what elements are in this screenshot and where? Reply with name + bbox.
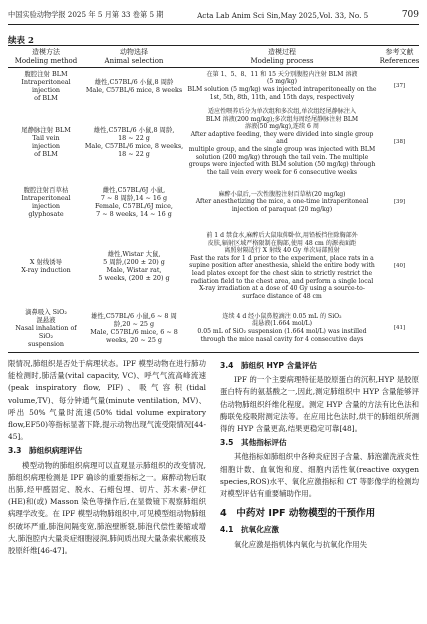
cell-method-line: Nasal inhalation of SiO₂: [15, 324, 77, 340]
body-paragraph: 氧化应激是指机体内氧化与抗氧化作用失: [234, 539, 368, 549]
table-row: [8, 70, 419, 102]
header-animal-selection: [84, 48, 184, 66]
cell-method-line: of BLM: [34, 94, 58, 102]
cell-animal-line: Female, C57BL/6J mice,: [95, 202, 173, 210]
section-heading: 4.1 抗氧化应激: [220, 525, 280, 535]
cell-method-line: Tail vein: [32, 134, 60, 143]
cell-method-line: 腹腔注射百草枯: [23, 186, 69, 194]
cell-animal-line: 7 ~ 8 weeks, 14 ~ 16 g: [96, 210, 172, 218]
table-header-row: [8, 46, 419, 68]
cell-reference: [380, 308, 419, 348]
cell-method-line: X 射线诱导: [29, 258, 63, 267]
header-modeling-method: [8, 48, 84, 66]
table-caption: 续表 2: [8, 36, 34, 46]
cell-method-line: injection: [31, 86, 61, 94]
cell-reference-line: [37]: [393, 83, 406, 89]
cell-reference-line: [41]: [393, 325, 406, 331]
cell-process: [184, 70, 380, 102]
cell-process-line: After adaptive feeding, they were divided into single group and: [190, 130, 374, 146]
cell-process-line: lead plates except for the chest skin to strictly restrict the: [191, 269, 373, 277]
section-heading: 3.3 肺组织病理评估: [8, 446, 83, 456]
header-cn: 参考文献: [385, 48, 414, 56]
cell-process-line: the tail vein every week for 6 consecutive weeks: [207, 168, 357, 176]
cell-process-line: 混悬液(1.664 mol/L): [252, 320, 312, 328]
cell-process-line: radiation field to the chest area, and perform a single local: [190, 277, 374, 285]
header-en: Modeling method: [14, 57, 78, 65]
cell-process-line: Fast the rats for 1 d prior to the experiment, place rats in a: [190, 254, 374, 262]
cell-animal-line: 雄性,C57BL/6 小鼠,6 ~ 8 周: [91, 312, 177, 320]
cell-method: [8, 232, 84, 300]
cell-process-line: (5 mg/kg): [267, 78, 297, 86]
cell-reference: [380, 108, 419, 176]
cell-animal-line: Male, C57BL/6 mice, 8 weeks: [85, 86, 183, 94]
cell-process-line: 麻醉小鼠后,一次性腹腔注射百草枯(20 mg/kg): [218, 190, 346, 198]
cell-animal-line: 18 ~ 22 g: [118, 134, 150, 143]
header-cn: 动物选择: [120, 48, 148, 56]
cell-method-line: 腹腔注射 BLM: [24, 70, 68, 78]
cell-reference: [380, 186, 419, 218]
journal-title-en: Acta Lab Anim Sci Sin,May 2025,Vol. 33, No. 5: [197, 10, 369, 20]
cell-process: [184, 186, 380, 218]
table-row: [8, 186, 419, 218]
table-row: [8, 108, 419, 176]
modeling-methods-table: [8, 46, 420, 348]
cell-process-line: 前 1 d 禁食水,麻醉后大鼠取仰卧位,用铅板挡住除胸部外: [206, 232, 358, 239]
cell-animal: [84, 70, 184, 102]
cell-method-line: Intraperitoneal: [21, 78, 71, 86]
cell-method-line: 尾静脉注射 BLM: [21, 126, 71, 135]
cell-process-line: injection of paraquat (20 mg/kg): [231, 205, 333, 213]
cell-process-line: multiple group, and the single group was injected with BLM: [188, 145, 376, 153]
cell-method-line: X-ray induction: [21, 266, 71, 275]
running-header: [8, 8, 419, 22]
cell-process-line: surface distance of 48 cm: [242, 292, 322, 300]
cell-process-line: 0.05 mL of SiO₂ suspension (1.664 mol/L) was instilled: [197, 328, 367, 335]
cell-process-line: BLM 溶液(200 mg/kg);多次组每周经尾静脉注射 BLM: [205, 115, 359, 123]
header-en: Modeling process: [250, 57, 314, 65]
cell-process-line: through the mice nasal cavity for 4 consecutive days: [200, 335, 364, 343]
cell-method-line: glyphosate: [28, 210, 64, 218]
cell-method: [8, 70, 84, 102]
cell-method: [8, 108, 84, 176]
header-rule: [8, 24, 419, 25]
table-header-rule: [8, 67, 419, 68]
cell-reference-line: [38]: [393, 139, 406, 146]
cell-animal-line: 雌性,C57BL/6J 小鼠,: [102, 186, 166, 194]
journal-title-cn: 中国实验动物学报 2025 年 5 月第 33 卷第 5 期: [8, 10, 164, 19]
cell-process-line: 连续 4 d 经小鼠鼻腔滴注 0.05 mL 的 SiO₂: [222, 312, 342, 320]
cell-process-line: After anesthetizing the mice, a one-time intraperitoneal: [195, 198, 369, 206]
cell-animal: [84, 108, 184, 176]
header-en: Animal selection: [104, 57, 164, 65]
cell-reference-line: [39]: [393, 199, 406, 205]
cell-method: [8, 308, 84, 348]
cell-animal-line: 5 周龄,(200 ± 20) g: [103, 258, 165, 267]
cell-method: [8, 186, 84, 218]
cell-animal-line: 5 weeks, (200 ± 20) g: [98, 274, 170, 283]
table-row: [8, 308, 419, 348]
cell-animal-line: 雄性,C57BL/6 小鼠,8 周龄: [94, 78, 174, 86]
cell-method-line: injection: [31, 142, 61, 151]
section-heading: 3.4 肺组织 HYP 含量评估: [220, 361, 317, 370]
table-row: [8, 232, 419, 300]
cell-method-line: 滴鼻吸入 SiO₂: [25, 308, 67, 316]
cell-process-line: 溶液(50 mg/kg),连续 6 周: [245, 123, 319, 131]
cell-animal: [84, 308, 184, 348]
cell-method-line: 混悬液: [36, 316, 56, 324]
cell-animal: [84, 232, 184, 300]
cell-animal-line: 18 ~ 22 g: [118, 150, 150, 159]
cell-animal-line: Male, Wistar rat,: [106, 266, 162, 275]
cell-process-line: 在第 1、5、8、11 和 15 天分别腹腔内注射 BLM 溶液: [206, 70, 358, 78]
body-paragraph: 其他指标如肺组织中各种炎症因子含量、肺泡灌洗液炎性细胞计数、血氧饱和度、细胞内活性氧(reactive oxygen species,ROS)水平、氧化应激指标和 CT 等影像学的检测均对模型评估有重要辅助作用。: [220, 452, 419, 499]
body-paragraph: 限情况,肺组织是否处于病理状态。IPF 模型动物在进行肺功能检测时,肺活量(vital capacity, VC)、呼气气流高峰流速(peak inspiratory flow, PIF)、吸气容积(tidal volume,TV)、每分钟通气量(minute ventilation, MV)、呼出 50% 气量时流速(50% tidal volume expiratory flow,EF50)等指标显著下降,提示动物出现气流受限情况[44-45]。: [8, 359, 206, 442]
cell-process: [184, 232, 380, 300]
cell-reference-line: [40]: [393, 263, 406, 270]
cell-process-line: 适应性喂养后分为单次组和多次组,单次组经尾静脉注入: [207, 108, 357, 115]
cell-animal-line: Male, C57BL/6 mice, 8 weeks,: [84, 142, 184, 151]
cell-method-line: injection: [31, 202, 61, 210]
header-modeling-process: [184, 48, 380, 66]
cell-animal: [84, 186, 184, 218]
table-bottom-rule: [8, 352, 419, 353]
cell-method-line: Intraperitoneal: [21, 194, 71, 202]
cell-process-line: solution (200 mg/kg) through the tail vein. The multiple: [195, 153, 369, 161]
header-cn: 造模方法: [32, 48, 60, 56]
section-heading: 3.5 其他指标评估: [220, 438, 287, 448]
body-paragraph: 模型动物的肺组织病理可以直观显示肺组织的改变情况,肺组织病理检测是 IPF 确诊的重要指标之一。麻醉动物后取出肺,经甲醛固定、脱水、石蜡包埋、切片、苏木素-伊红(HE)和(或) Masson 染色等操作后,在显微镜下观察肺组织病理学改变。在 IPF 模型动物肺组织中,可见模型组动物肺组织破坏严重,肺泡间隔变宽,肺泡壁断裂,肺泡代偿性萎缩或增大,肺泡腔内大量炎症细胞浸润,肺间质出现大量条索状瘢痕及胶原纤维[46-47]。: [8, 460, 206, 556]
header-cn: 造模过程: [268, 48, 296, 56]
body-paragraph: IPF 的一个主要病理特征是胶原蛋白的沉积,HYP 是胶原蛋白特有的氨基酸之一,因此,测定肺组织中 HYP 含量能够评估动物肺组织纤维化程度。测定 HYP 含量的方法有比色法和酶联免疫吸附测定法等。在应用比色法时,烘干的肺组织所测得的 HYP 含量更高,结果更稳定可靠[48]。: [220, 375, 419, 434]
cell-process: [184, 308, 380, 348]
header-en: References: [379, 57, 420, 65]
cell-process-line: 离照射隔适行 X 射线 40 Gy 单次局部照射: [224, 247, 340, 255]
cell-reference: [380, 232, 419, 300]
cell-animal-line: weeks, 20 ~ 25 g: [105, 336, 163, 344]
cell-animal-line: Male, C57BL/6 mice, 6 ~ 8: [90, 328, 178, 336]
page-number: 709: [401, 10, 419, 20]
cell-process-line: groups were injected with BLM solution (50 mg/kg) through: [188, 161, 376, 169]
cell-animal-line: 雄性,Wistar 大鼠,: [107, 250, 161, 259]
cell-process-line: BLM solution (5 mg/kg) was injected intraperitoneally on the: [187, 86, 377, 93]
cell-process-line: supine position after anesthesia, shield the entire body with: [189, 262, 375, 270]
cell-method-line: of BLM: [34, 150, 58, 159]
cell-process-line: X-ray irradiation at a dose of 40 Gy using a source-to-: [199, 285, 365, 293]
cell-animal-line: 雄性,C57BL/6 小鼠,8 周龄,: [93, 126, 175, 135]
section-heading: 4 中药对 IPF 动物模型的干预作用: [220, 508, 376, 520]
cell-animal-line: 7 ~ 8 周龄,14 ~ 16 g: [100, 194, 168, 202]
left-text-column: [8, 358, 206, 557]
cell-method-line: suspension: [28, 340, 64, 348]
cell-animal-line: 龄,20 ~ 25 g: [113, 320, 155, 328]
cell-process-line: 皮肤,辐射区域严格限制在胸部,使用 48 cm 的源表面距: [207, 239, 357, 247]
header-references: [380, 48, 419, 66]
cell-process-line: 1st, 5th, 8th, 11th, and 15th days, respectively: [209, 93, 355, 101]
right-text-column: [220, 358, 419, 551]
cell-reference: [380, 70, 419, 102]
cell-process: [184, 108, 380, 176]
